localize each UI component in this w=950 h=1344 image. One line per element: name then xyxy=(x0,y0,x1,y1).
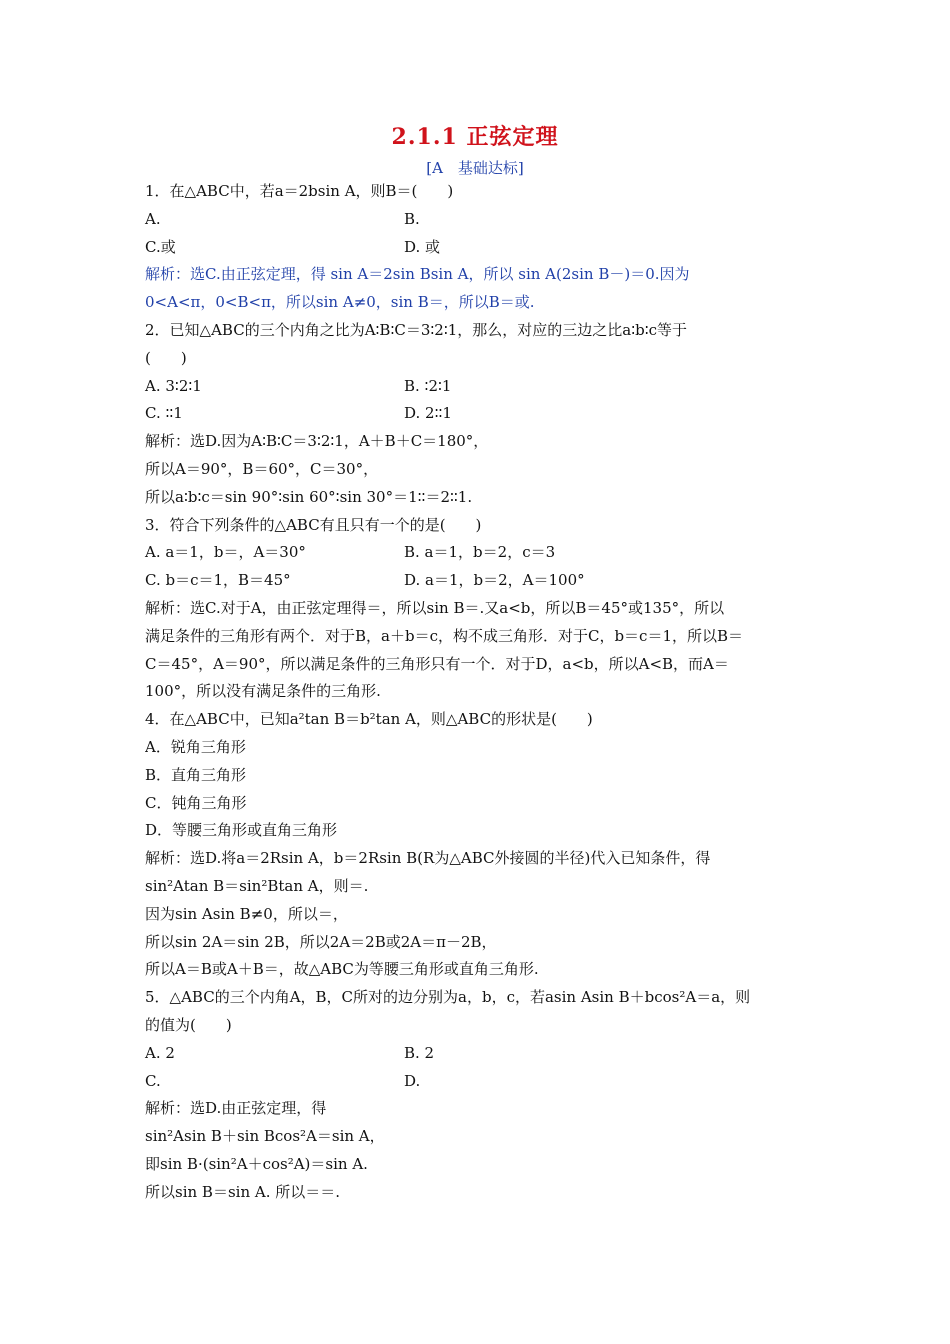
option-left: C. ∶∶1 xyxy=(145,404,183,423)
option-left: C. b＝c＝1，B＝45° xyxy=(145,571,291,590)
text-line: 即sin B·(sin²A＋cos²A)＝sin A. xyxy=(145,1154,368,1173)
option-row xyxy=(145,400,809,428)
option-right: B. ∶2∶1 xyxy=(404,376,452,395)
option-left: C.或 xyxy=(145,237,176,256)
text-line: sin²Asin B＋sin Bcos²A＝sin A， xyxy=(145,1127,385,1146)
option-left: A. a＝1，b＝，A＝30° xyxy=(145,543,306,562)
option-right: D. a＝1，b＝2，A＝100° xyxy=(404,571,585,590)
text-line: 解析：选D.由正弦定理，得 xyxy=(145,1099,327,1118)
text-line: 所以A＝90°，B＝60°，C＝30°， xyxy=(145,459,379,478)
text-line: 100°，所以没有满足条件的三角形. xyxy=(145,682,381,701)
text-line: 所以A＝B或A＋B＝，故△ABC为等腰三角形或直角三角形. xyxy=(145,960,539,979)
option-row xyxy=(145,1040,809,1068)
option-left: A. 2 xyxy=(145,1043,175,1062)
solution-line: 解析：选C.由正弦定理，得 sin A＝2sin Bsin A，所以 sin A(2sin B－)＝0.因为 xyxy=(145,265,690,284)
text-line: 4．在△ABC中，已知a²tan B＝b²tan A，则△ABC的形状是( ) xyxy=(145,710,593,729)
option-row xyxy=(145,567,809,595)
text-line: 解析：选C.对于A，由正弦定理得＝，所以sin B＝.又a<b，所以B＝45°或135°，所以 xyxy=(145,598,725,617)
text-line: C．钝角三角形 xyxy=(145,793,247,812)
option-left: C. xyxy=(145,1071,161,1090)
exercise-content xyxy=(145,178,809,1206)
text-line: 2．已知△ABC的三个内角之比为A∶B∶C＝3∶2∶1，那么，对应的三边之比a∶b∶c等于 xyxy=(145,320,688,339)
solution-line: 0<A<π，0<B<π，所以sin A≠0，sin B＝，所以B＝或. xyxy=(145,293,535,312)
text-line: 解析：选D.将a＝2Rsin A，b＝2Rsin B(R为△ABC外接圆的半径)代入已知条件，得 xyxy=(145,849,711,868)
text-line: D．等腰三角形或直角三角形 xyxy=(145,821,338,840)
option-right: B. a＝1，b＝2，c＝3 xyxy=(404,543,556,562)
text-line: 所以sin B＝sin A. 所以＝＝. xyxy=(145,1182,341,1201)
text-line: B．直角三角形 xyxy=(145,765,247,784)
text-line: C＝45°，A＝90°，所以满足条件的三角形只有一个．对于D，a<b，所以A<B，而A＝ xyxy=(145,654,729,673)
option-right: D. xyxy=(404,1071,421,1090)
text-line: sin²Atan B＝sin²Btan A，则＝. xyxy=(145,876,369,895)
option-row xyxy=(145,373,809,401)
text-line: ( ) xyxy=(145,348,187,367)
text-line: 5．△ABC的三个内角A，B，C所对的边分别为a，b，c，若asin Asin B＋bcos²A＝a，则 xyxy=(145,988,751,1007)
text-line: 1．在△ABC中，若a＝2bsin A，则B＝( ) xyxy=(145,182,454,200)
option-right: B. 2 xyxy=(404,1043,435,1062)
option-row xyxy=(145,234,809,262)
option-right: B. xyxy=(404,209,420,228)
text-line: 满足条件的三角形有两个．对于B，a＋b＝c，构不成三角形．对于C，b＝c＝1，所以B＝ xyxy=(145,626,744,645)
section-subtitle: [A 基础达标] xyxy=(426,159,524,177)
option-row xyxy=(145,539,809,567)
option-row xyxy=(145,1068,809,1096)
option-right: D. 或 xyxy=(404,237,441,256)
text-line: 3．符合下列条件的△ABC有且只有一个的是( ) xyxy=(145,515,482,534)
text-line: A．锐角三角形 xyxy=(145,737,246,756)
text-line: 因为sin Asin B≠0，所以＝， xyxy=(145,904,348,923)
text-line: 解析：选D.因为A∶B∶C＝3∶2∶1，A＋B＋C＝180°， xyxy=(145,432,489,451)
text-line: 所以a∶b∶c＝sin 90°∶sin 60°∶sin 30°＝1∶∶＝2∶∶1. xyxy=(145,487,473,506)
option-left: A. 3∶2∶1 xyxy=(145,376,202,395)
option-row xyxy=(145,206,809,234)
option-right: D. 2∶∶1 xyxy=(404,404,452,423)
text-line: 所以sin 2A＝sin 2B，所以2A＝2B或2A＝π－2B， xyxy=(145,932,497,951)
option-left: A. xyxy=(145,209,161,228)
text-line: 的值为( ) xyxy=(145,1015,232,1034)
page-title: 2.1.1 正弦定理 xyxy=(391,124,559,150)
